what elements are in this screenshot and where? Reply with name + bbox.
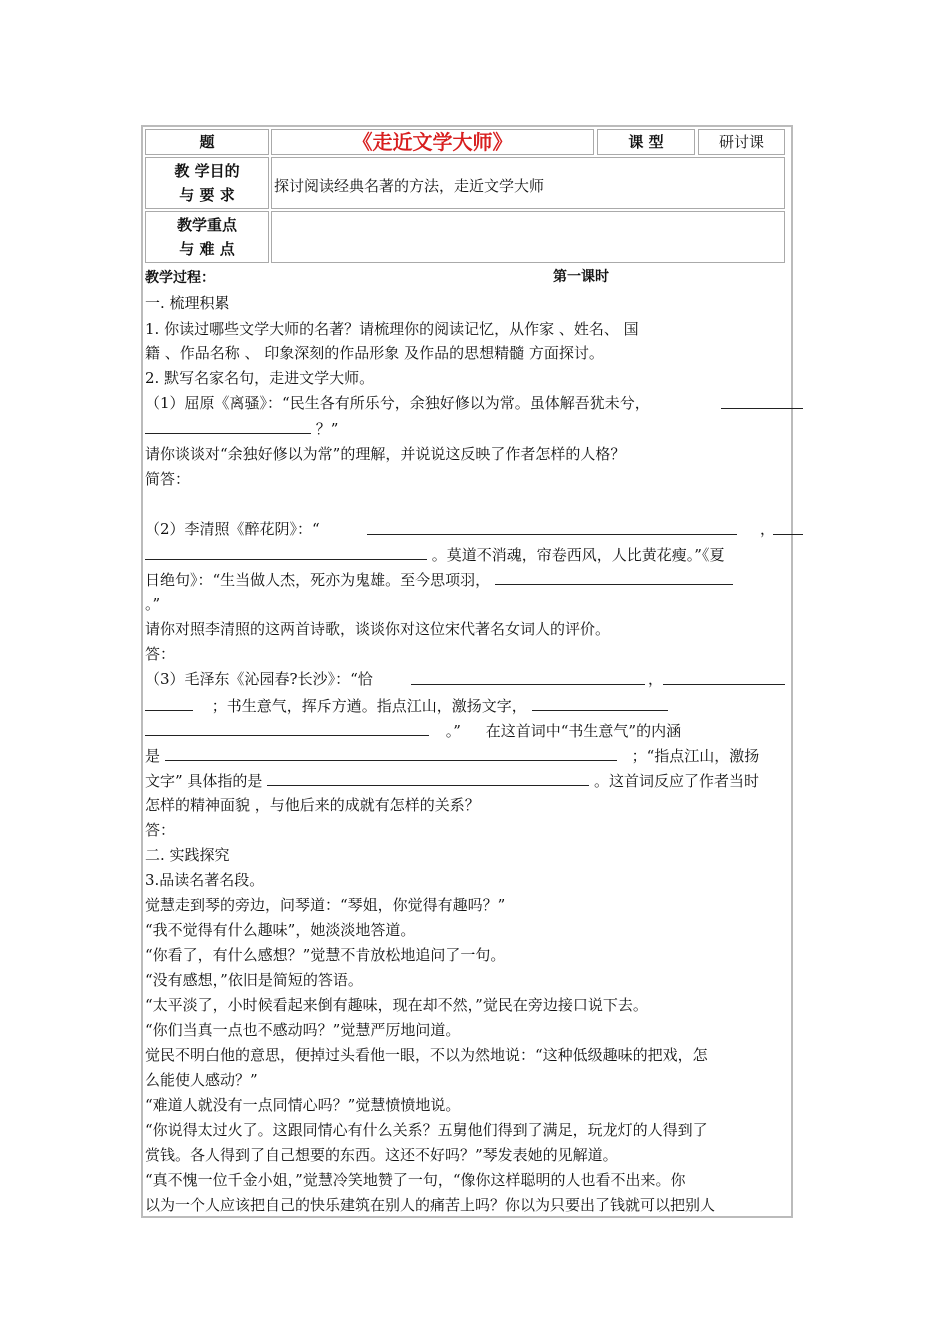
fill-blank [367,518,737,535]
poem-3-is: 是 [145,747,161,765]
poem-2-line-3 [145,568,785,591]
lesson-title: 《走近文学大师》 [352,130,513,154]
fill-blank [411,668,645,685]
poem-2-line-2 [145,543,785,566]
passage-line: “难道人就没有一点同情心吗？”觉慧愤愤地说。 [145,1096,461,1114]
poem-3-line-5 [145,769,785,792]
poem-3-question: 在这首词中“书生意气”的内涵 [485,722,682,740]
poem-3-comma: ， [648,670,664,688]
passage-line: “真不愧一位千金小姐，”觉慧冷笑地赞了一句，“像你这样聪明的人也看不出来。你 [145,1171,686,1189]
passage-line: 觉民不明白他的意思，便掉过头看他一眼，不以为然地说：“这种低级趣味的把戏，怎 [145,1046,708,1064]
passage-line: 以为一个人应该把自己的快乐建筑在别人的痛苦上吗？你以为只要出了钱就可以把别人 [145,1196,716,1214]
fill-blank [145,719,429,736]
section-heading-1: 一. 梳理积累 [145,294,230,312]
poem-1-end: ？” [315,420,339,438]
fill-blank [721,392,803,409]
type-label: 课 型 [628,133,664,151]
passage-line: “你看了，有什么感想？”觉慧不肯放松地追问了一句。 [145,946,506,964]
goal-label-line2: 与 要 求 [179,186,235,204]
poem-3-point: ；“指点江山，激扬 [631,747,760,765]
prompt-1: 请你谈谈对“余独好修以为常”的理解，并说说这反映了作者怎样的人格？ [145,445,626,463]
focus-value-cell [271,211,785,263]
fill-blank [267,769,589,786]
fill-blank [145,694,193,711]
fill-blank [165,744,617,761]
poem-3-line-6: 怎样的精神面貌 ，与他后来的成就有怎样的关系？ [145,796,480,814]
passage-line: “没有感想，”依旧是简短的答语。 [145,971,363,989]
question-1-line-1: 1. 你读过哪些文学大师的名著？请梳理你的阅读记忆，从作家 、姓名、 国 [145,320,639,338]
poem-1-text: （1）屈原《离骚》：“民生各有所乐兮，余独好修以为常。虽体解吾犹未兮， [145,394,650,412]
poem-3-line-2 [145,694,785,717]
fill-blank [532,694,668,711]
passage-line: “你说得太过火了。这跟同情心有什么关系？五舅他们得到了满足，玩龙灯的人得到了 [145,1121,708,1139]
type-label-cell [597,129,695,155]
lesson-period: 第一课时 [553,269,609,285]
fill-blank [495,568,733,585]
poem-3-line-1 [145,668,785,691]
poem-2-start: （2）李清照《醉花阴》：“ [145,520,320,538]
prompt-2: 请你对照李清照的这两首诗歌，谈谈你对这位宋代著名女词人的评价。 [145,620,611,638]
topic-label-cell [145,129,269,155]
fill-blank [145,417,311,434]
fill-blank [663,668,785,685]
fill-blank [773,518,803,535]
lesson-title-cell [271,129,594,155]
poem-2-comma: ， [760,520,776,538]
question-2: 2. 默写名家名句，走进文学大师。 [145,369,375,387]
answer-label-1: 简答： [145,470,191,488]
process-label: 教学过程： [145,270,215,286]
answer-label-2: 答： [145,645,176,663]
poem-3-reflects: 。这首词反应了作者当时 [594,772,760,790]
type-value: 研讨课 [718,133,764,151]
focus-label-line2: 与 难 点 [179,240,235,258]
goal-value: 探讨阅读经典名著的方法，走近文学大师 [274,177,545,195]
question-3: 3.品读名著名段。 [145,871,265,889]
poem-1-line-2 [145,417,785,440]
poem-2-line-1 [145,518,785,541]
passage-line: “我不觉得有什么趣味”，她淡淡地答道。 [145,921,416,939]
passage-line: “太平淡了，小时候看起来倒有趣味，现在却不然，”觉民在旁边接口说下去。 [145,996,648,1014]
poem-3-line-3 [145,719,785,742]
type-value-cell [698,129,785,155]
passage-line: 么能使人感动？” [145,1071,258,1089]
poem-3-start: （3）毛泽东《沁园春?长沙》：“恰 [145,670,373,688]
poem-2-line-4: 。” [145,595,161,613]
process-header-line [145,266,785,289]
poem-3-line-4 [145,744,785,767]
focus-label-cell [145,211,269,263]
topic-label: 题 [199,133,215,151]
goal-value-cell [271,157,785,209]
section-heading-2: 二. 实践探究 [145,846,230,864]
answer-label-3: 答： [145,821,176,839]
poem-2-continue: 。莫道不消魂，帘卷西风，人比黄花瘦。”《夏 [431,546,725,564]
poem-3-continue: ；书生意气，挥斥方遒。指点江山，激扬文字， [211,697,527,715]
poem-3-end: 。” [445,722,461,740]
passage-line: “你们当真一点也不感动吗？”觉慧严厉地问道。 [145,1021,461,1039]
poem-1-line-1 [145,392,785,415]
goal-label-line1: 教 学目的 [174,162,240,180]
passage-line: 觉慧走到琴的旁边，问琴道：“琴姐，你觉得有趣吗？” [145,896,506,914]
fill-blank [145,543,427,560]
question-1-line-2: 籍 、作品名称 、 印象深刻的作品形象 及作品的思想精髓 方面探讨。 [145,344,604,362]
focus-label-line1: 教学重点 [176,216,237,234]
poem-3-refers: 文字” 具体指的是 [145,772,263,790]
poem-2-summer: 日绝句》：“生当做人杰，死亦为鬼雄。至今思项羽， [145,571,491,589]
goal-label-cell [145,157,269,209]
passage-line: 赏钱。各人得到了自己想要的东西。这还不好吗？”琴发表她的见解道。 [145,1146,618,1164]
